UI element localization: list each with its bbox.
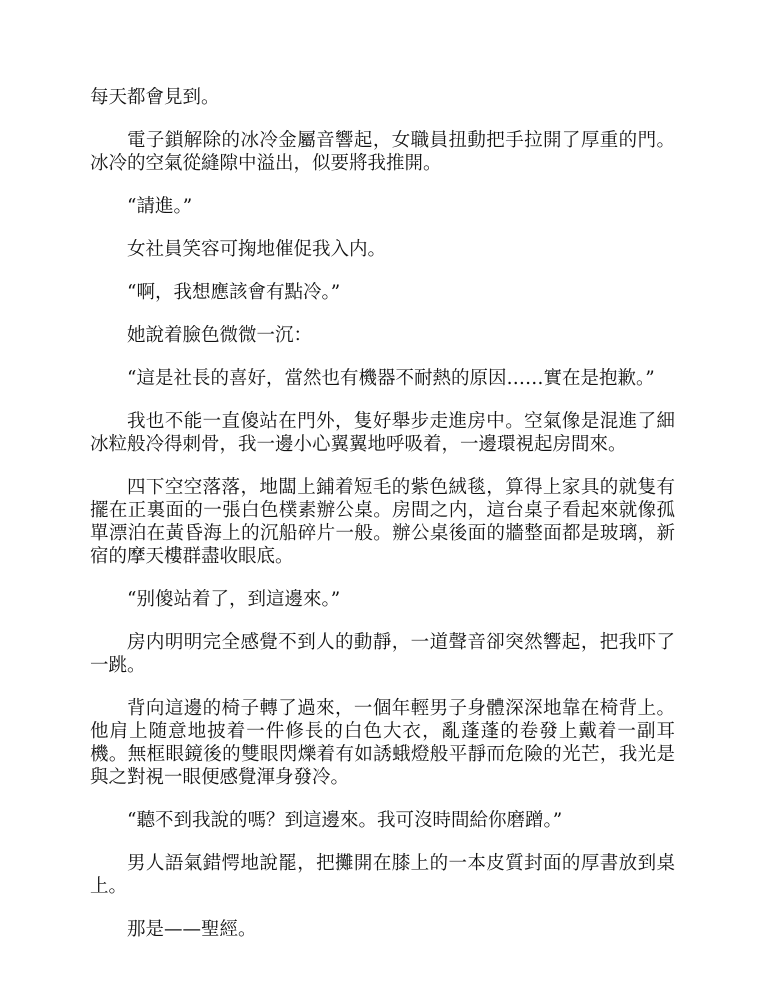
paragraph: 她說着臉色微微一沉： [127,325,313,346]
paragraph: 背向這邊的椅子轉了過來，一個年輕男子身體深深地靠在椅背上。他肩上随意地披着一件修長的白色大衣，亂蓬蓬的卷發上戴着一副耳機。無框眼鏡後的雙眼閃爍着有如誘蛾燈般平靜而危險的光芒，我光是與之對視一眼便感覺渾身發冷。 [90,698,675,788]
paragraph: 電子鎖解除的冰冷金屬音響起，女職員扭動把手拉開了厚重的門。冰冷的空氣從縫隙中溢出，似要將我推開。 [90,130,675,174]
dialogue-paragraph: “啊，我想應該會有點冷。” [127,282,341,303]
dialogue-paragraph: “聽不到我說的嗎？到這邊來。我可沒時間給你磨蹭。” [127,810,563,831]
paragraph: 每天都會見到。 [90,87,220,108]
document-body [90,86,675,961]
paragraph: 我也不能一直傻站在門外，隻好舉步走進房中。空氣像是混進了細冰粒般冷得刺骨，我一邊小心翼翼地呼吸着，一邊環視起房間來。 [90,411,675,455]
paragraph: 房内明明完全感覺不到人的動靜，一道聲音卻突然響起，把我吓了一跳。 [90,632,675,676]
dialogue-paragraph: “這是社長的喜好，當然也有機器不耐熱的原因……實在是抱歉。” [127,368,655,389]
paragraph: 男人語氣錯愕地說罷，把攤開在膝上的一本皮質封面的厚書放到桌上。 [90,853,675,897]
paragraph: 女社員笑容可掬地催促我入内。 [127,239,387,260]
paragraph: 四下空空落落，地闆上鋪着短毛的紫色絨毯，算得上家具的就隻有擺在正裏面的一張白色樸素辦公桌。房間之内，這台桌子看起來就像孤單漂泊在黃昏海上的沉船碎片一般。辦公桌後面的牆整面都是玻璃，新宿的摩天樓群盡收眼底。 [90,477,675,567]
dialogue-paragraph: “請進。” [127,196,193,217]
dialogue-paragraph: “别傻站着了，到這邊來。” [127,589,341,610]
paragraph: 那是——聖經。 [127,919,257,940]
